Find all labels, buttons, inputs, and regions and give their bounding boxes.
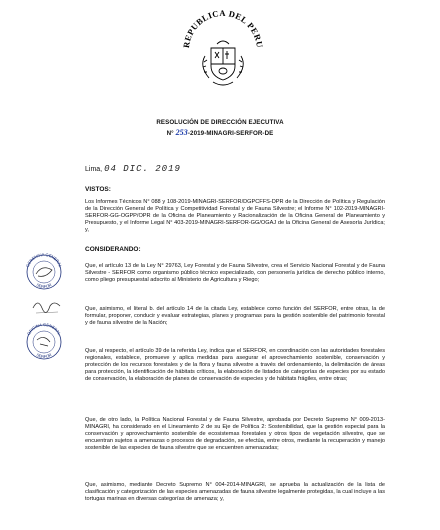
svg-text:OFICINA GENERAL: OFICINA GENERAL bbox=[25, 321, 63, 336]
considerando-paragraph-5: Que, asimismo, mediante Decreto Supremo N° 004-2014-MINAGRI, se aprueba la actualización de la lista de clasificación y categorización de las especies amenazadas de fauna silvestre legalmente protegidas, la cual incluye a las tortugas marinas en diversas categorías de amenaza; y, bbox=[85, 482, 385, 502]
svg-text:REPUBLICA DEL PERU bbox=[181, 8, 265, 49]
vistos-text: Los Informes Técnicos N° 088 y 108-2019-MINAGRI-SERFOR/DGPCFFS-DPR de la Dirección de Política y Regulación de la Dirección General de Política y Competitividad Forestal y de Fauna Silvestre; el Informe N° 102-2019-MINAGRI-SERFOR-GG-OGPP/OPR de la Oficina de Planeamiento y Racionalización de la Oficina General de Planeamiento y Presupuesto, y el Informe Legal N° 403-2019-MINAGRI-SERFOR-GG/OGAJ de la Oficina General de Asesoría Jurídica; y, bbox=[85, 199, 385, 233]
considerando-paragraph-1: Que, el artículo 13 de la Ley N° 29763, Ley Forestal y de Fauna Silvestre, crea el Servicio Nacional Forestal y de Fauna Silvestre - SERFOR como organismo público técnico especializado, con personería jurídica de derecho público interno, como pliego presupuestal adscrito al Ministerio de Agricultura y Riego; bbox=[85, 263, 385, 283]
considerando-heading: CONSIDERANDO: bbox=[85, 246, 141, 253]
resolution-number bbox=[0, 128, 440, 137]
number-prefix: N° bbox=[166, 130, 174, 137]
date-city: Lima, bbox=[85, 166, 103, 173]
considerando-paragraph-3: Que, al respecto, el artículo 39 de la referida Ley, indica que el SERFOR, en coordinación con las autoridades forestales regionales, establece, promueve y aplica medidas para asegurar el aprovechamiento sostenible, conservación y protección de los recursos forestales y de la flora y fauna silvestre a través del ordenamiento, la delimitación de áreas para protección, la identificación de hábitats críticos, la elaboración de listados de categorías de especies por su estado de conservación, la elaboración de planes de conservación de especies y de hábitats frágiles, entre otras; bbox=[85, 348, 385, 382]
handwritten-initials bbox=[30, 296, 64, 318]
coat-of-arms-seal bbox=[177, 4, 269, 94]
considerando-paragraph-4: Que, de otro lado, la Política Nacional Forestal y de Fauna Silvestre, aprobada por Decreto Supremo N° 009-2013-MINAGRI, ha considerado en el Lineamiento 2 de su Eje de Política 2: Sostenibilidad, que la gestión especial para la conservación y aprovechamiento sostenible de ecosistemas forestales y otros tipos de vegetación silvestre, que se encuentran sujetos a amenazas o procesos de degradación, se efectúa, entre otros, mediante la recuperación y manejo sostenible de las especies de fauna silvestre que se encuentren amenazadas; bbox=[85, 417, 385, 451]
resolution-title: RESOLUCIÓN DE DIRECCIÓN EJECUTIVA bbox=[156, 119, 284, 126]
svg-text:GERENCIA GENERAL: GERENCIA GENERAL bbox=[24, 251, 64, 268]
handwritten-number: 253 bbox=[175, 128, 188, 137]
gerencia-stamp bbox=[22, 250, 66, 290]
considerando-paragraph-2: Que, asimismo, el literal b. del artículo 14 de la citada Ley, establece como función del SERFOR, entre otras, la de formular, proponer, conducir y evaluar estrategias, planes y programas para la gestión sostenible del patrimonio forestal y de fauna silvestre de la Nación; bbox=[85, 306, 385, 326]
oficina-stamp bbox=[22, 320, 66, 360]
seal-text: REPUBLICA DEL PERU bbox=[180, 7, 266, 49]
date-line bbox=[85, 164, 181, 174]
number-suffix: -2019-MINAGRI-SERFOR-DE bbox=[187, 130, 274, 137]
svg-text:SERFOR: SERFOR bbox=[35, 352, 53, 360]
svg-text:SERFOR: SERFOR bbox=[35, 282, 53, 290]
handwritten-date: 04 DIC. 2019 bbox=[104, 164, 181, 174]
vistos-heading: VISTOS: bbox=[85, 186, 111, 193]
